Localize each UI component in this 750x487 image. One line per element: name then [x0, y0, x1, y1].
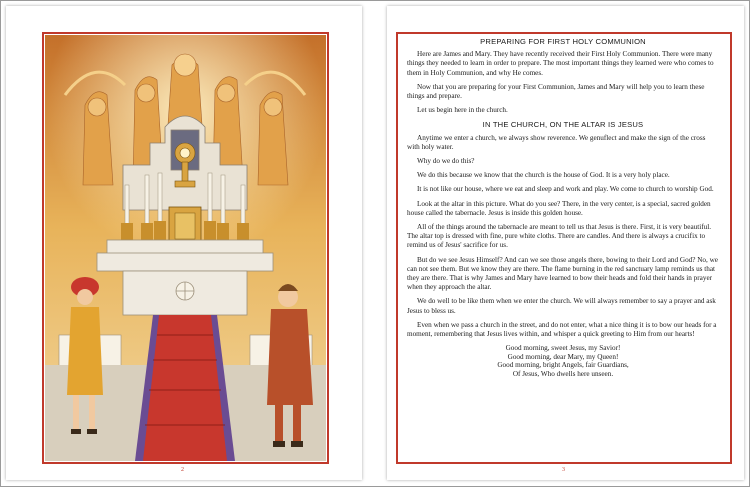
poem-line-4: Of Jesus, Who dwells here unseen. [512, 370, 614, 379]
altar [97, 240, 273, 315]
intro-paragraph-2: Now that you are preparing for your First Communion, James and Mary will help you to learn these things and prepare. [407, 82, 705, 101]
prayer-poem [407, 344, 719, 378]
intro-paragraph-3: Let us begin here in the church. [417, 106, 508, 115]
heading-preparing: PREPARING FOR FIRST HOLY COMMUNION [480, 37, 646, 46]
left-page [6, 6, 362, 480]
page-number-left: 2 [181, 467, 184, 473]
page-number-right: 3 [562, 467, 565, 473]
page-text [407, 37, 719, 379]
body-paragraph-6: All of the things around the tabernacle are meant to tell us that Jesus is there. First, it is very beautiful. The altar top is dressed with fine, pure white cloths. There are candles. And there is always a crucifix to remind us of Jesus' sacrifice for us. [407, 223, 712, 250]
altar-illustration [45, 35, 326, 461]
poem-line-2: Good morning, dear Mary, my Queen! [507, 352, 619, 361]
body-paragraph-3: We do this because we know that the church is the house of God. It is a very holy place. [417, 171, 670, 180]
body-paragraph-9: Even when we pass a church in the street, and do not enter, what a nice thing it is to bow our heads for a moment, remembering that Jesus lives within, and whisper a quick greeting to Him from our hearts! [407, 320, 717, 339]
right-page [387, 6, 744, 480]
poem-line-1: Good morning, sweet Jesus, my Savior! [505, 344, 621, 353]
body-paragraph-7: But do we see Jesus Himself? And can we see those angels there, bowing to their Lord and God? No, we can not see them. But we know they are there. The flame burning in the red sanctuary lamp reminds us that they are there. That is why James and Mary have learned to bow their heads and fold their hands in prayer when they approach the altar. [407, 255, 719, 292]
heading-in-the-church: IN THE CHURCH, ON THE ALTAR IS JESUS [482, 120, 644, 130]
body-paragraph-5: Look at the altar in this picture. What do you see? There, in the very center, is a special, sacred golden house called the tabernacle. Jesus is inside this golden house. [407, 199, 711, 217]
intro-paragraph-1: Here are James and Mary. They have recently received their First Holy Communion. There were many things they needed to learn in order to prepare. The most important things they learned were who comes to them in Holy Communion, and why He comes. [407, 50, 714, 77]
body-paragraph-8: We do well to be like them when we enter the church. We will always remember to say a prayer and ask Jesus to bless us. [407, 297, 716, 315]
body-paragraph-4: It is not like our house, where we eat and sleep and work and play. We come to church to worship God. [417, 185, 714, 194]
poem-line-3: Good morning, bright Angels, fair Guardians, [497, 361, 629, 370]
body-paragraph-2: Why do we do this? [417, 157, 475, 166]
body-paragraph-1: Anytime we enter a church, we always show reverence. We genuflect and make the sign of the cross with holy water. [407, 133, 706, 151]
